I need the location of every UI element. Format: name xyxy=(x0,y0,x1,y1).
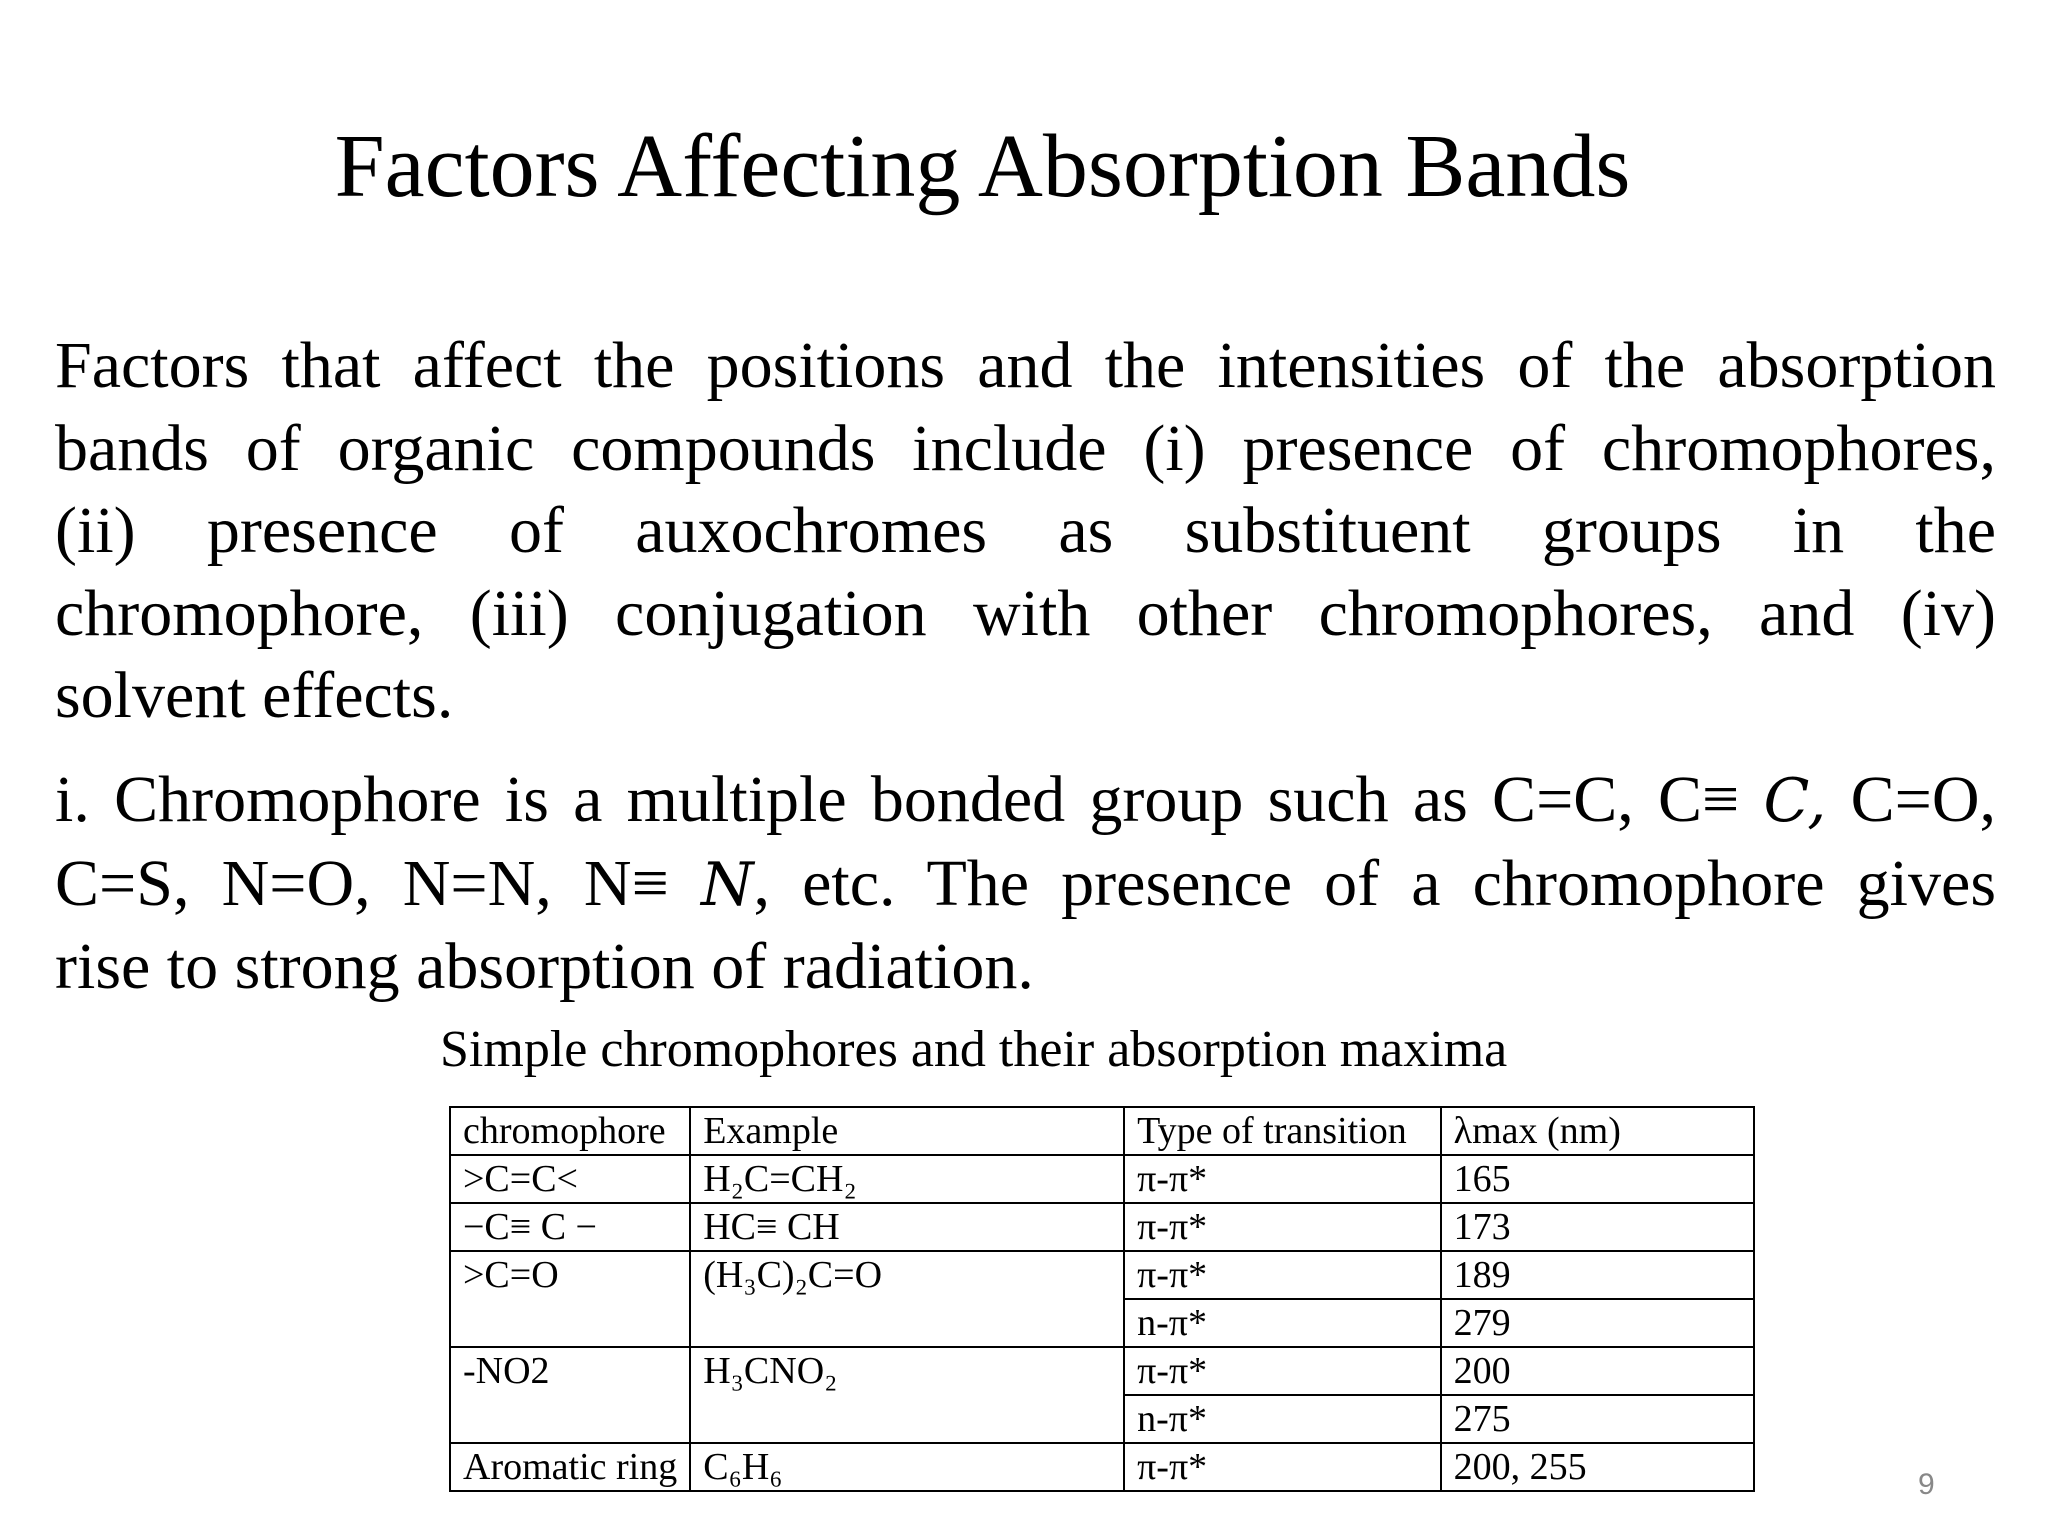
cell-transition: π-π* xyxy=(1124,1203,1441,1251)
paragraph-line: chromophore, (iii) conjugation with other chromophores, and (iv) xyxy=(55,576,1996,650)
cell-example: H₃CNO₂ xyxy=(690,1347,1124,1443)
cell-transition: π-π* xyxy=(1124,1251,1441,1299)
cell-example: C₆H₆ xyxy=(690,1443,1124,1491)
intro-paragraph xyxy=(55,325,1996,738)
table-row xyxy=(450,1347,1754,1395)
table-row xyxy=(450,1443,1754,1491)
cell-transition: n-π* xyxy=(1124,1395,1441,1443)
paragraph-line: (ii) presence of auxochromes as substituent groups in the xyxy=(55,494,1996,567)
cell-transition: π-π* xyxy=(1124,1443,1441,1491)
header-transition: Type of transition xyxy=(1124,1107,1441,1155)
chromophore-paragraph xyxy=(55,759,1996,1009)
paragraph-line: Factors that affect the positions and the intensities of the absorption xyxy=(55,329,1996,402)
text-run: , etc. The presence of a chromophore gives xyxy=(753,846,1996,920)
cell-lambda-max: 279 xyxy=(1441,1299,1754,1347)
cell-example: (H₃C)₂C=O xyxy=(690,1251,1124,1347)
table-row xyxy=(450,1251,1754,1299)
paragraph-line: rise to strong absorption of radiation. xyxy=(55,930,1034,1003)
table-row xyxy=(450,1155,1754,1203)
cell-lambda-max: 173 xyxy=(1441,1203,1754,1251)
paragraph-line: solvent effects. xyxy=(55,659,454,732)
math-symbol: C, xyxy=(1763,766,1827,836)
cell-lambda-max: 200 xyxy=(1441,1347,1754,1395)
text-run: C=S, N=O, N=N, N≡ xyxy=(55,846,701,920)
cell-lambda-max: 200, 255 xyxy=(1441,1443,1754,1491)
cell-example: H₂C=CH₂ xyxy=(690,1155,1124,1203)
slide-title: Factors Affecting Absorption Bands xyxy=(334,117,1631,216)
cell-transition: n-π* xyxy=(1124,1299,1441,1347)
cell-lambda-max: 165 xyxy=(1441,1155,1754,1203)
cell-chromophore: −C≡ C − xyxy=(450,1203,690,1251)
header-lambda-max: λmax (nm) xyxy=(1441,1107,1754,1155)
cell-chromophore: >C=O xyxy=(450,1251,690,1347)
table-header-row xyxy=(450,1107,1754,1155)
paragraph-line xyxy=(55,843,1996,927)
table-caption: Simple chromophores and their absorption maxima xyxy=(440,1021,1508,1078)
cell-lambda-max: 275 xyxy=(1441,1395,1754,1443)
cell-example: HC≡ CH xyxy=(690,1203,1124,1251)
math-symbol: N xyxy=(700,849,754,920)
paragraph-line: bands of organic compounds include (i) presence of chromophores, xyxy=(55,411,1996,485)
header-example: Example xyxy=(690,1107,1124,1155)
cell-lambda-max: 189 xyxy=(1441,1251,1754,1299)
chromophore-table xyxy=(449,1106,1755,1492)
cell-chromophore: -NO2 xyxy=(450,1347,690,1443)
cell-chromophore: >C=C< xyxy=(450,1155,690,1203)
cell-transition: π-π* xyxy=(1124,1347,1441,1395)
text-run: C=O, xyxy=(1826,763,1996,836)
paragraph-line xyxy=(55,759,1996,843)
cell-transition: π-π* xyxy=(1124,1155,1441,1203)
text-run: i. Chromophore is a multiple bonded group such as C=C, C≡ xyxy=(55,763,1764,836)
page-number: 9 xyxy=(1918,1468,1935,1501)
header-chromophore: chromophore xyxy=(450,1107,690,1155)
cell-chromophore: Aromatic ring xyxy=(450,1443,690,1491)
table-row xyxy=(450,1203,1754,1251)
